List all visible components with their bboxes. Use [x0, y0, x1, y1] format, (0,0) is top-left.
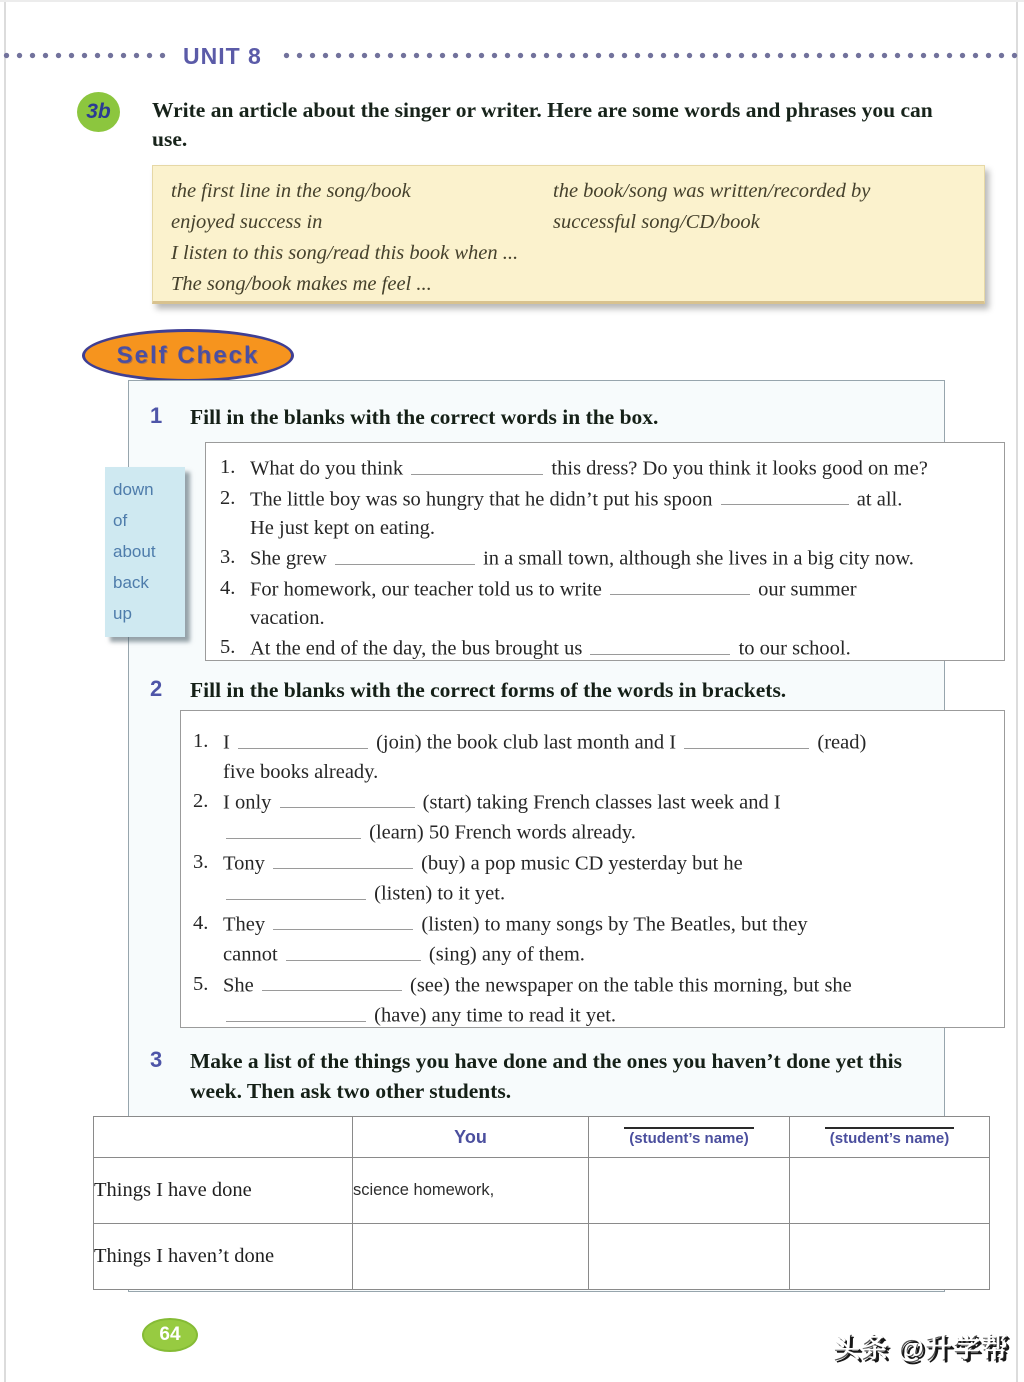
question-text: For homework, our teacher told us to write	[250, 578, 607, 600]
question-text: at all.	[851, 488, 903, 510]
question-text: in a small town, although she lives in a big city now.	[477, 547, 914, 570]
fill-in-blank	[286, 939, 421, 961]
question-text: (read)	[812, 731, 867, 754]
question-number: 1.	[220, 456, 236, 478]
table-cell	[589, 1224, 790, 1290]
question-text: He just kept on eating.	[250, 517, 436, 539]
question-text: (buy) a pop music CD yesterday but he	[415, 852, 743, 874]
table-cell	[589, 1158, 790, 1224]
question-text: (start) taking French classes last week and I	[417, 791, 781, 813]
question-text: (sing) any of them.	[423, 943, 585, 966]
fill-in-blank	[273, 909, 413, 931]
section1-heading: Fill in the blanks with the correct words in the box.	[190, 405, 659, 429]
section1-question-box	[205, 442, 1005, 661]
row-label: Things I haven’t done	[94, 1224, 353, 1290]
question-item	[193, 970, 994, 1031]
question-item	[220, 633, 994, 664]
fill-in-blank	[226, 878, 366, 900]
unit-title: UNIT 8	[183, 43, 262, 69]
table-header-row	[94, 1117, 990, 1158]
question-text: (join) the book club last month and I	[370, 731, 682, 754]
question-text: What do you think	[250, 457, 409, 480]
row-label: Things I have done	[94, 1158, 353, 1224]
question-text: She	[223, 974, 259, 996]
question-item	[220, 543, 994, 574]
table-cell	[790, 1224, 990, 1290]
question-number: 1.	[193, 730, 209, 752]
question-text: At the end of the day, the bus brought us	[250, 637, 588, 660]
fill-in-blank	[226, 1000, 366, 1022]
header-dots-right	[280, 51, 1024, 60]
question-number: 2.	[220, 486, 236, 509]
fill-in-blank	[335, 543, 475, 565]
question-text: They	[223, 913, 271, 935]
question-text: (have) any time to read it yet.	[369, 1004, 617, 1027]
phrase-box-columns	[171, 176, 984, 238]
question-number: 5.	[220, 636, 236, 658]
header-dots-left	[0, 51, 168, 60]
question-text: (listen) to many songs by The Beatles, but they	[416, 913, 808, 935]
fill-in-blank	[238, 727, 368, 749]
table-cell	[790, 1158, 990, 1224]
question-item	[193, 848, 994, 909]
fill-in-blank	[610, 574, 750, 596]
question-text: vacation.	[250, 607, 325, 629]
question-text: She grew	[250, 547, 332, 570]
question-item	[220, 453, 994, 484]
fill-in-blank	[226, 817, 361, 839]
question-text: to our school.	[733, 637, 851, 660]
table-cell	[353, 1224, 589, 1290]
section2-question-box	[180, 710, 1005, 1028]
fill-in-blank	[590, 633, 730, 655]
question-number: 5.	[193, 972, 209, 995]
question-number: 2.	[193, 789, 209, 812]
activity-3b-instruction: Write an article about the singer or writer. Here are some words and phrases you can use.	[152, 98, 933, 151]
student-name-blank: (student’s name)	[825, 1127, 954, 1147]
phrase-line: the first line in the song/book	[171, 180, 411, 202]
question-number: 4.	[220, 576, 236, 599]
phrase-line: enjoyed success in	[171, 211, 323, 233]
table-row	[94, 1224, 990, 1290]
word-box-word: about	[113, 542, 156, 561]
question-text: cannot	[223, 943, 283, 966]
phrase-line: the book/song was written/recorded by	[553, 180, 871, 202]
question-item	[220, 574, 994, 634]
fill-in-blank	[262, 970, 402, 992]
phrase-column-right	[553, 176, 984, 238]
table-cell: science homework,	[353, 1158, 589, 1224]
question-text: five books already.	[223, 760, 379, 783]
table-row	[94, 1158, 990, 1224]
question-item	[193, 909, 994, 970]
fill-in-blank	[280, 787, 415, 809]
table-header-student1	[589, 1117, 790, 1158]
phrase-line: The song/book makes me feel ...	[171, 273, 432, 295]
question-text: (listen) to it yet.	[369, 882, 506, 905]
word-box-word: of	[113, 511, 128, 530]
question-number: 4.	[193, 911, 209, 934]
phrase-column-left	[171, 176, 553, 238]
self-check-badge: Self Check	[82, 329, 294, 382]
question-number: 3.	[220, 546, 236, 568]
watermark-text: 头条 @升学帮	[833, 1333, 1009, 1363]
fill-in-blank	[721, 484, 849, 506]
question-item	[193, 787, 994, 848]
question-text: Tony	[223, 852, 270, 874]
fill-in-blank	[684, 727, 809, 749]
question-text: The little boy was so hungry that he didn’t put his spoon	[250, 488, 718, 510]
section2-heading: Fill in the blanks with the correct forms of the words in brackets.	[190, 678, 787, 702]
word-box-word: up	[113, 604, 132, 623]
scan-edge-right	[1016, 0, 1018, 1382]
question-text: our summer	[752, 578, 857, 600]
fill-in-blank	[411, 453, 543, 475]
survey-table	[93, 1116, 990, 1290]
question-item	[193, 727, 994, 787]
question-text: I only	[223, 791, 277, 813]
question-text: (see) the newspaper on the table this morning, but she	[404, 974, 852, 996]
phrase-full-lines	[171, 238, 984, 300]
page-number-badge: 64	[142, 1318, 198, 1352]
word-box-word: back	[113, 573, 149, 592]
word-box	[105, 467, 185, 637]
scan-edge-left	[4, 0, 6, 1382]
scan-edge-top	[0, 0, 1024, 2]
student-name-blank: (student’s name)	[624, 1127, 753, 1147]
phrase-box	[152, 165, 985, 304]
section2-number: 2	[150, 676, 163, 701]
activity-3b-badge: 3b	[77, 92, 120, 132]
section3-heading: Make a list of the things you have done and the ones you haven’t done yet this week. Then ask two other students.	[190, 1049, 902, 1103]
question-number: 3.	[193, 850, 209, 873]
word-box-word: down	[113, 480, 154, 499]
table-header-you: You	[353, 1117, 589, 1158]
question-text: (learn) 50 French words already.	[364, 821, 636, 844]
table-header-empty	[94, 1117, 353, 1158]
phrase-line: successful song/CD/book	[553, 211, 760, 233]
section1-number: 1	[150, 403, 163, 428]
table-header-student2	[790, 1117, 990, 1158]
question-item	[220, 484, 994, 544]
section3-number: 3	[150, 1047, 163, 1072]
phrase-line: I listen to this song/read this book when ...	[171, 242, 519, 264]
question-text: this dress? Do you think it looks good on me?	[546, 457, 928, 480]
fill-in-blank	[273, 848, 413, 870]
question-text: I	[223, 731, 235, 754]
